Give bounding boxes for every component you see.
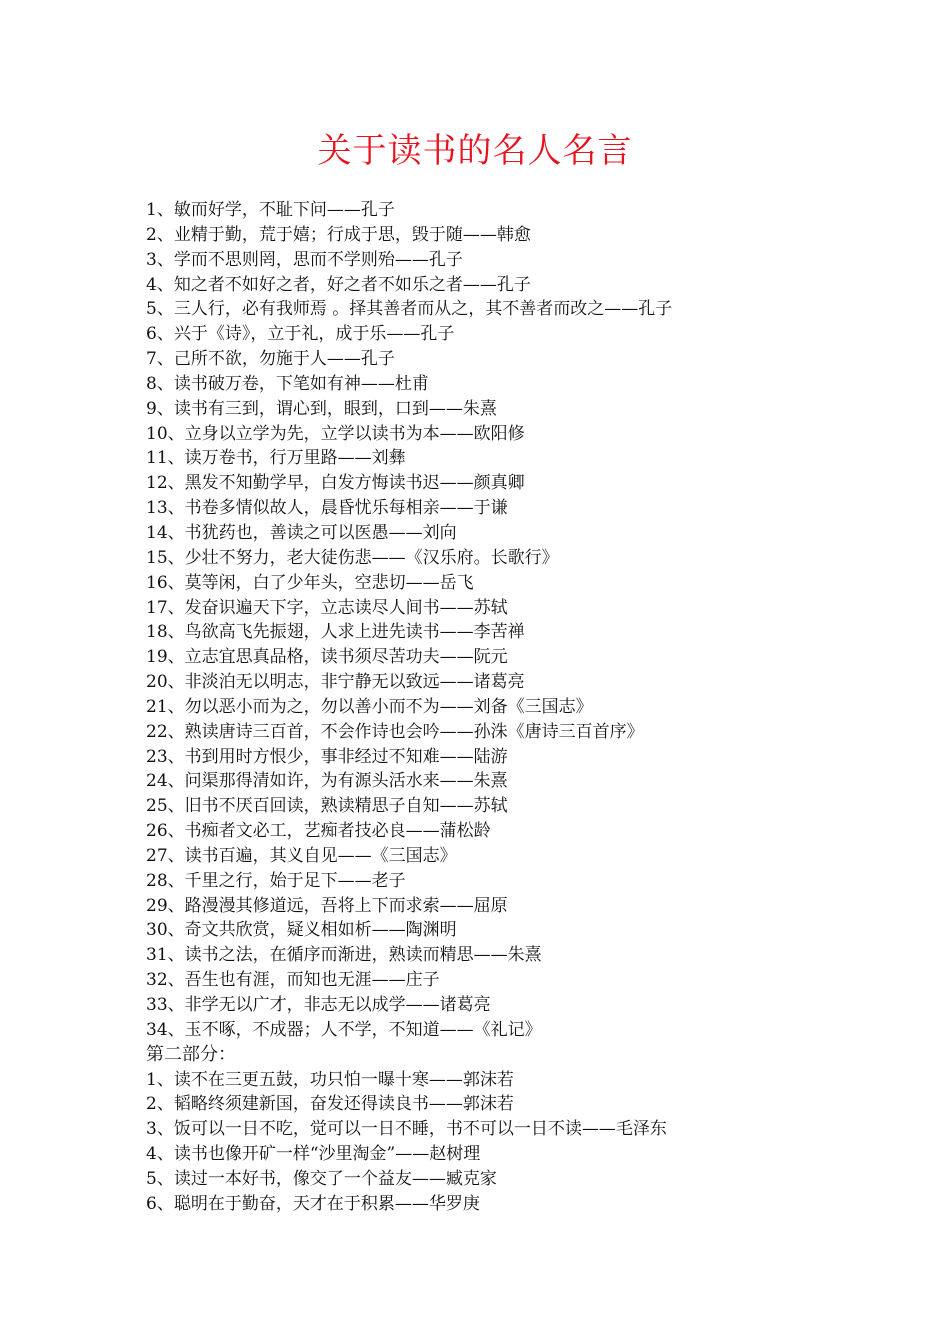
quote-line-12: 12、黑发不知勤学早，白发方悔读书迟——颜真卿 (146, 473, 525, 494)
quote-line-9: 9、读书有三到，谓心到，眼到，口到——朱熹 (146, 398, 497, 419)
quote-line-13: 13、书卷多情似故人，晨昏忧乐每相亲——于谦 (146, 498, 508, 519)
quote-line-24: 24、问渠那得清如许，为有源头活水来——朱熹 (146, 771, 508, 792)
document-title: 关于读书的名人名言 (317, 131, 633, 171)
quote-line-7: 7、己所不欲，勿施于人——孔子 (146, 349, 395, 370)
quote-line-33: 33、非学无以广才，非志无以成学——诸葛亮 (146, 995, 491, 1015)
part-two-quote-line-1: 1、读不在三更五鼓，功只怕一曝十寒——郭沫若 (146, 1069, 514, 1090)
quote-list (146, 198, 906, 1217)
quote-line-26: 26、书痴者文必工，艺痴者技必良——蒲松龄 (146, 821, 491, 842)
part-two-quote-line-2: 2、韬略终须建新国，奋发还得读良书——郭沫若 (146, 1094, 514, 1115)
quote-line-22: 22、熟读唐诗三百首，不会作诗也会吟——孙洙《唐诗三百首序》 (146, 721, 644, 742)
quote-line-20: 20、非淡泊无以明志，非宁静无以致远——诸葛亮 (146, 672, 525, 693)
quote-line-2: 2、业精于勤，荒于嬉；行成于思，毁于随——韩愈 (146, 224, 531, 245)
quote-line-25: 25、旧书不厌百回读，熟读精思子自知——苏轼 (146, 796, 508, 817)
quote-line-29: 29、路漫漫其修道远，吾将上下而求索——屈原 (146, 895, 508, 916)
part-two-quote-line-4: 4、读书也像开矿一样“沙里淘金”——赵树理 (146, 1144, 481, 1165)
quote-line-21: 21、勿以恶小而为之，勿以善小而不为——刘备《三国志》 (146, 696, 593, 717)
quote-line-28: 28、千里之行，始于足下——老子 (146, 870, 406, 891)
quote-line-23: 23、书到用时方恨少，事非经过不知难——陆游 (146, 746, 508, 767)
quote-line-11: 11、读万卷书，行万里路——刘彝 (146, 448, 406, 469)
quote-line-6: 6、兴于《诗》，立于礼，成于乐——孔子 (146, 324, 455, 345)
section-heading-part-two: 第二部分： (146, 1043, 236, 1065)
part-two-quote-line-6: 6、聪明在于勤奋，天才在于积累——华罗庚 (146, 1193, 480, 1214)
quote-line-8: 8、读书破万卷，下笔如有神——杜甫 (146, 373, 429, 394)
quote-line-30: 30、奇文共欣赏，疑义相如析——陶渊明 (146, 920, 457, 941)
quote-line-19: 19、立志宜思真品格，读书须尽苦功夫——阮元 (146, 647, 508, 668)
quote-line-34: 34、玉不啄，不成器；人不学，不知道——《礼记》 (146, 1019, 542, 1040)
quote-line-3: 3、学而不思则罔，思而不学则殆——孔子 (146, 249, 463, 270)
quote-line-18: 18、鸟欲高飞先振翅，人求上进先读书——李苦禅 (146, 622, 525, 643)
quote-line-10: 10、立身以立学为先，立学以读书为本——欧阳修 (146, 423, 525, 444)
quote-line-1: 1、敏而好学，不耻下问——孔子 (146, 200, 395, 220)
quote-line-31: 31、读书之法，在循序而渐进，熟读而精思——朱熹 (146, 945, 542, 966)
quote-line-27: 27、读书百遍，其义自见——《三国志》 (146, 845, 457, 866)
part-two-quote-line-5: 5、读过一本好书，像交了一个益友——臧克家 (146, 1168, 497, 1189)
quote-line-17: 17、发奋识遍天下字，立志读尽人间书——苏轼 (146, 597, 508, 618)
quote-line-14: 14、书犹药也，善读之可以医愚——刘向 (146, 522, 457, 543)
quote-line-15: 15、少壮不努力，老大徒伤悲——《汉乐府。长歌行》 (146, 547, 559, 568)
quote-line-16: 16、莫等闲，白了少年头，空悲切——岳飞 (146, 572, 474, 593)
quote-line-32: 32、吾生也有涯，而知也无涯——庄子 (146, 970, 440, 991)
part-two-quote-line-3: 3、饭可以一日不吃，觉可以一日不睡，书不可以一日不读——毛泽东 (146, 1119, 667, 1140)
quote-line-5: 5、三人行，必有我师焉 。择其善者而从之，其不善者而改之——孔子 (146, 299, 673, 320)
quote-line-4: 4、知之者不如好之者，好之者不如乐之者——孔子 (146, 274, 531, 295)
